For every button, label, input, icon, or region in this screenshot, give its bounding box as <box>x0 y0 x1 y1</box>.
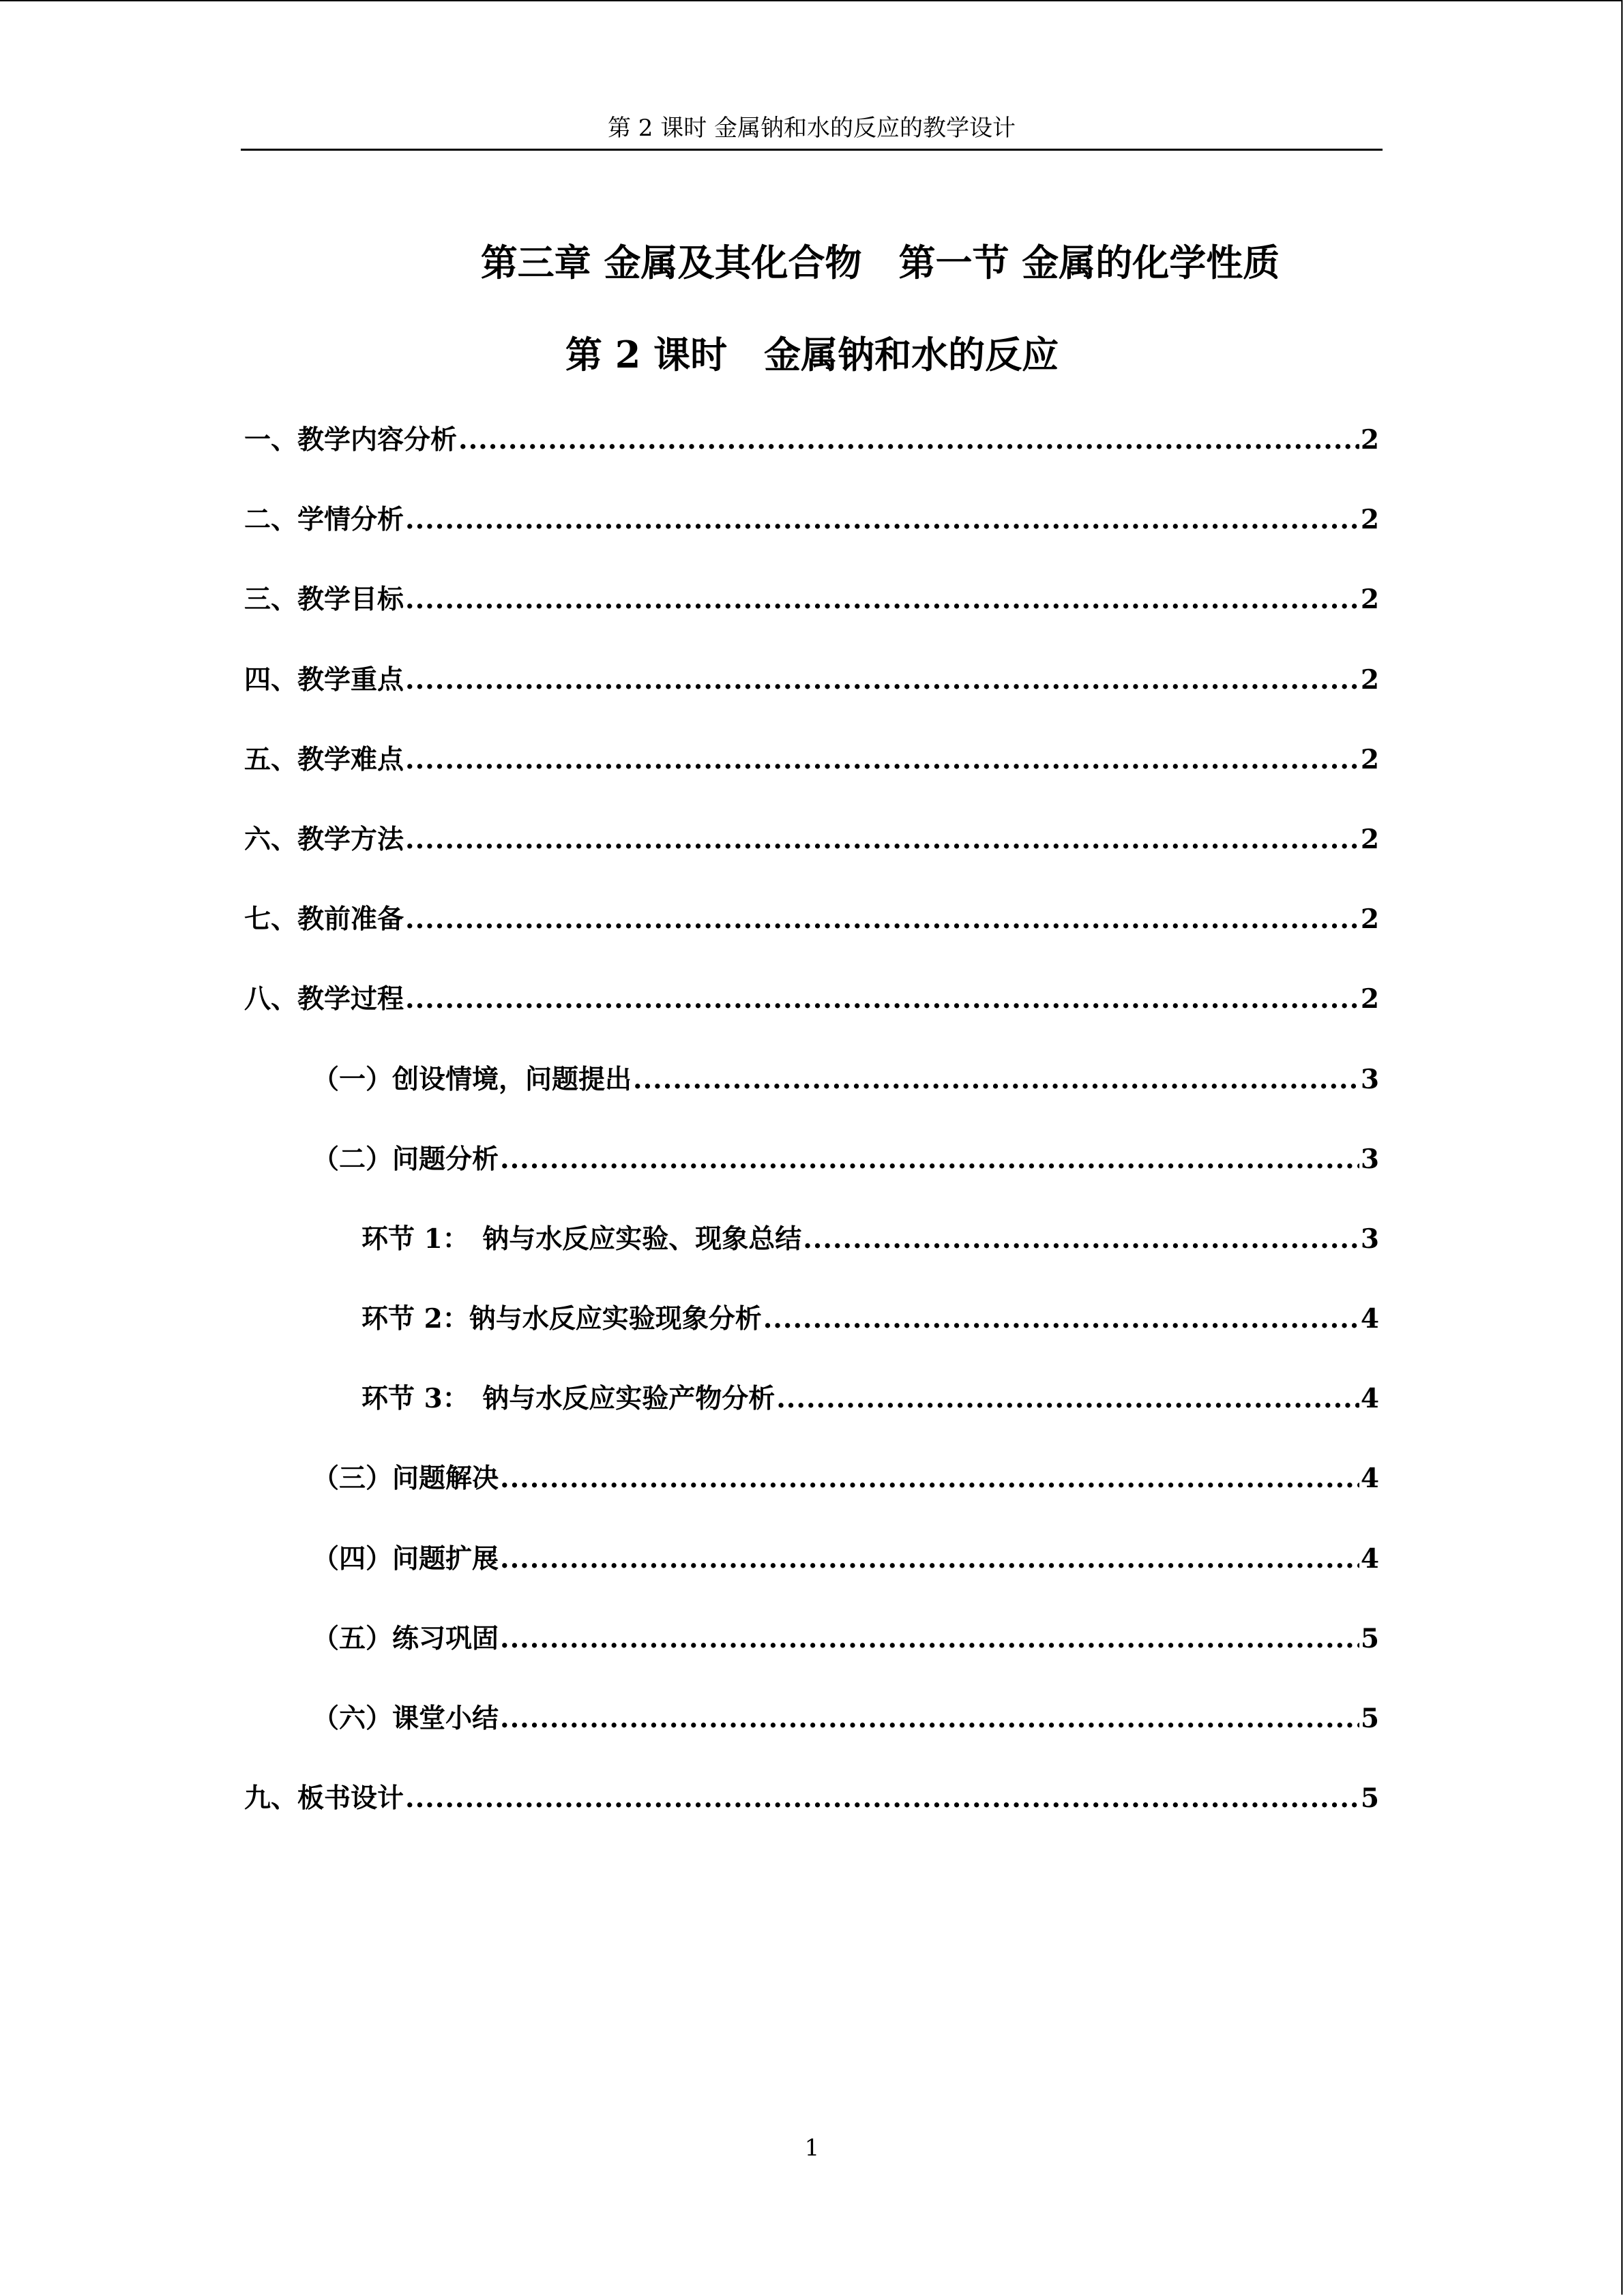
toc-dot-leader <box>405 659 1359 700</box>
toc-entry[interactable] <box>244 1618 1379 1698</box>
toc-dot-leader <box>776 1378 1359 1419</box>
toc-entry-label: （五）练习巩固 <box>312 1622 499 1654</box>
toc-dot-leader <box>405 579 1359 620</box>
toc-entry-label: （四）问题扩展 <box>312 1542 499 1575</box>
toc-entry[interactable] <box>244 659 1379 739</box>
toc-entry[interactable] <box>244 1778 1379 1858</box>
toc-dot-leader <box>633 1059 1359 1100</box>
page-number: 1 <box>804 2134 820 2162</box>
toc-entry-label: 二、学情分析 <box>244 504 404 536</box>
toc-entry-page: 2 <box>1360 504 1379 536</box>
toc-dot-leader <box>405 819 1359 860</box>
toc-dot-leader <box>405 739 1359 780</box>
toc-dot-leader <box>500 1698 1359 1739</box>
toc-entry-label: 四、教学重点 <box>244 664 404 696</box>
toc-entry-page: 4 <box>1360 1542 1379 1575</box>
toc-entry-label: 七、教前准备 <box>244 904 404 936</box>
header-rule <box>241 149 1383 151</box>
lesson-title: 第 2 课时 金属钠和水的反应 <box>565 333 1059 376</box>
toc-dot-leader <box>405 899 1359 940</box>
toc-dot-leader <box>500 1618 1359 1659</box>
toc-entry-page: 2 <box>1360 664 1379 696</box>
toc-entry-page: 4 <box>1360 1303 1379 1335</box>
toc-dot-leader <box>763 1298 1359 1339</box>
toc-dot-leader <box>458 419 1359 460</box>
toc-entry[interactable] <box>244 499 1379 579</box>
toc-entry-page: 2 <box>1360 983 1379 1015</box>
toc-entry[interactable] <box>244 1298 1379 1378</box>
toc-entry-page: 4 <box>1360 1383 1379 1415</box>
toc-entry-label: 环节 2：钠与水反应实验现象分析 <box>361 1303 762 1335</box>
toc-dot-leader <box>405 979 1359 1019</box>
toc-entry-page: 5 <box>1360 1783 1379 1815</box>
toc-dot-leader <box>500 1538 1359 1579</box>
toc-entry-label: 一、教学内容分析 <box>244 424 458 456</box>
toc-entry-page: 5 <box>1360 1622 1379 1654</box>
toc-entry-page: 3 <box>1360 1143 1379 1175</box>
toc-entry-label: 环节 3： 钠与水反应实验产物分析 <box>361 1383 776 1415</box>
toc-entry[interactable] <box>244 1219 1379 1298</box>
toc-entry[interactable] <box>244 899 1379 979</box>
toc-entry[interactable] <box>244 1139 1379 1219</box>
toc-dot-leader <box>500 1458 1359 1499</box>
toc-entry-page: 5 <box>1360 1703 1379 1734</box>
table-of-contents <box>244 419 1379 1858</box>
chapter-title: 第三章 金属及其化合物 第一节 金属的化学性质 <box>480 241 1280 284</box>
toc-entry[interactable] <box>244 1059 1379 1139</box>
toc-entry-label: （一）创设情境，问题提出 <box>312 1063 632 1095</box>
toc-entry-page: 2 <box>1360 424 1379 456</box>
toc-entry[interactable] <box>244 1458 1379 1538</box>
toc-entry-label: 五、教学难点 <box>244 743 404 775</box>
toc-entry-page: 2 <box>1360 823 1379 855</box>
toc-entry-label: 三、教学目标 <box>244 584 404 616</box>
toc-entry-label: 九、板书设计 <box>244 1783 404 1815</box>
toc-entry-page: 3 <box>1360 1063 1379 1095</box>
toc-entry-page: 2 <box>1360 584 1379 616</box>
toc-entry[interactable] <box>244 739 1379 819</box>
toc-entry[interactable] <box>244 819 1379 899</box>
toc-dot-leader <box>405 499 1359 540</box>
toc-entry[interactable] <box>244 979 1379 1058</box>
toc-entry-label: 八、教学过程 <box>244 983 404 1015</box>
toc-entry[interactable] <box>244 1538 1379 1618</box>
toc-entry[interactable] <box>244 1378 1379 1458</box>
toc-entry[interactable] <box>244 1698 1379 1778</box>
toc-dot-leader <box>405 1778 1359 1819</box>
running-header: 第 2 课时 金属钠和水的反应的教学设计 <box>607 115 1016 142</box>
toc-entry[interactable] <box>244 419 1379 499</box>
toc-entry-label: （六）课堂小结 <box>312 1703 499 1734</box>
toc-entry-label: （三）问题解决 <box>312 1463 499 1495</box>
toc-entry-page: 2 <box>1360 743 1379 775</box>
toc-dot-leader <box>500 1139 1359 1180</box>
toc-entry-page: 2 <box>1360 904 1379 936</box>
toc-entry-page: 3 <box>1360 1223 1379 1255</box>
toc-dot-leader <box>803 1219 1359 1259</box>
toc-entry[interactable] <box>244 579 1379 659</box>
toc-entry-label: 六、教学方法 <box>244 823 404 855</box>
toc-entry-label: （二）问题分析 <box>312 1143 499 1175</box>
toc-entry-label: 环节 1： 钠与水反应实验、现象总结 <box>361 1223 802 1255</box>
toc-entry-page: 4 <box>1360 1463 1379 1495</box>
